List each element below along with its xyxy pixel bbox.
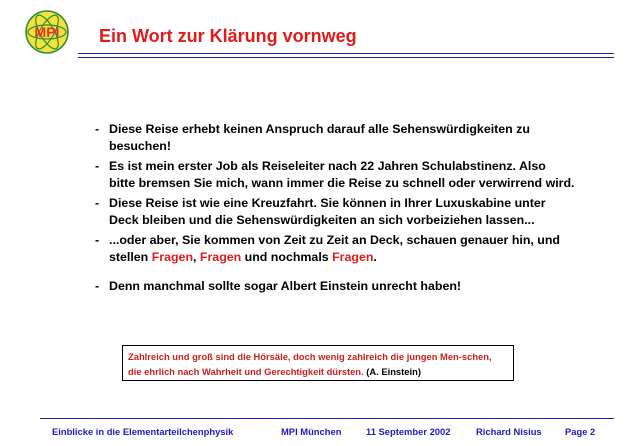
footer-author: Richard Nisius xyxy=(476,426,542,437)
title-rule-second xyxy=(78,57,614,58)
highlight-word: Fragen xyxy=(332,250,374,264)
footer-course: Einblicke in die Elementarteilchenphysik xyxy=(52,426,234,437)
bullet-item xyxy=(95,278,575,295)
highlight-word: Fragen xyxy=(199,250,242,264)
footer-page-number: Page 2 xyxy=(565,426,596,437)
bullet-text: ...oder aber, Sie kommen von Zeit zu Zeit an Deck, schauen genauer hin, und stellen xyxy=(109,233,560,264)
footer-date: 11 September 2002 xyxy=(366,426,451,437)
bullet-item xyxy=(95,195,575,229)
title-rule xyxy=(78,53,614,54)
bullet-text: Diese Reise erhebt keinen Anspruch darauf alle Sehenswürdigkeiten zu besuchen! xyxy=(109,122,530,153)
quote-box xyxy=(122,345,514,381)
bullet-list xyxy=(95,121,575,298)
bullet-text: , xyxy=(193,250,200,264)
bullet-dash: - xyxy=(95,279,100,293)
footer-rule xyxy=(40,418,614,419)
bullet-text: Es ist mein erster Job als Reiseleiter nach 22 Jahren Schulabstinenz. Also bitte bremsen Sie mich, wann immer die Reise zu schnell oder verwirrend wird. xyxy=(109,159,575,190)
bullet-item xyxy=(95,232,575,266)
bullet-item xyxy=(95,121,575,155)
bullet-item xyxy=(95,158,575,192)
mpi-logo-text: MPI xyxy=(34,24,60,40)
bullet-text: Denn manchmal sollte sogar Albert Einstein unrecht haben! xyxy=(109,279,462,293)
bullet-text: Diese Reise ist wie eine Kreuzfahrt. Sie können in Ihrer Luxuskabine unter Deck bleiben und die Sehenswürdigkeiten an sich vorbeiziehen lassen... xyxy=(109,196,546,227)
footer-institute: MPI München xyxy=(281,426,342,437)
bullet-text: und nochmals xyxy=(241,250,333,264)
bullet-text: . xyxy=(373,250,377,264)
slide-title: Ein Wort zur Klärung vornweg xyxy=(99,26,357,46)
highlight-word: Fragen xyxy=(151,250,194,264)
quote-text: Zahlreich und groß sind die Hörsäle, doch wenig zahlreich die jungen Men-schen, die ehrlich nach Wahrheit und Gerechtigkeit dürsten. xyxy=(128,351,492,377)
bullet-dash: - xyxy=(95,159,100,173)
mpi-logo-icon xyxy=(24,9,70,55)
mpi-logo xyxy=(24,9,70,55)
quote-author: (A. Einstein) xyxy=(366,366,421,377)
bullet-dash: - xyxy=(95,122,100,136)
bullet-dash: - xyxy=(95,233,100,247)
bullet-dash: - xyxy=(95,196,100,210)
